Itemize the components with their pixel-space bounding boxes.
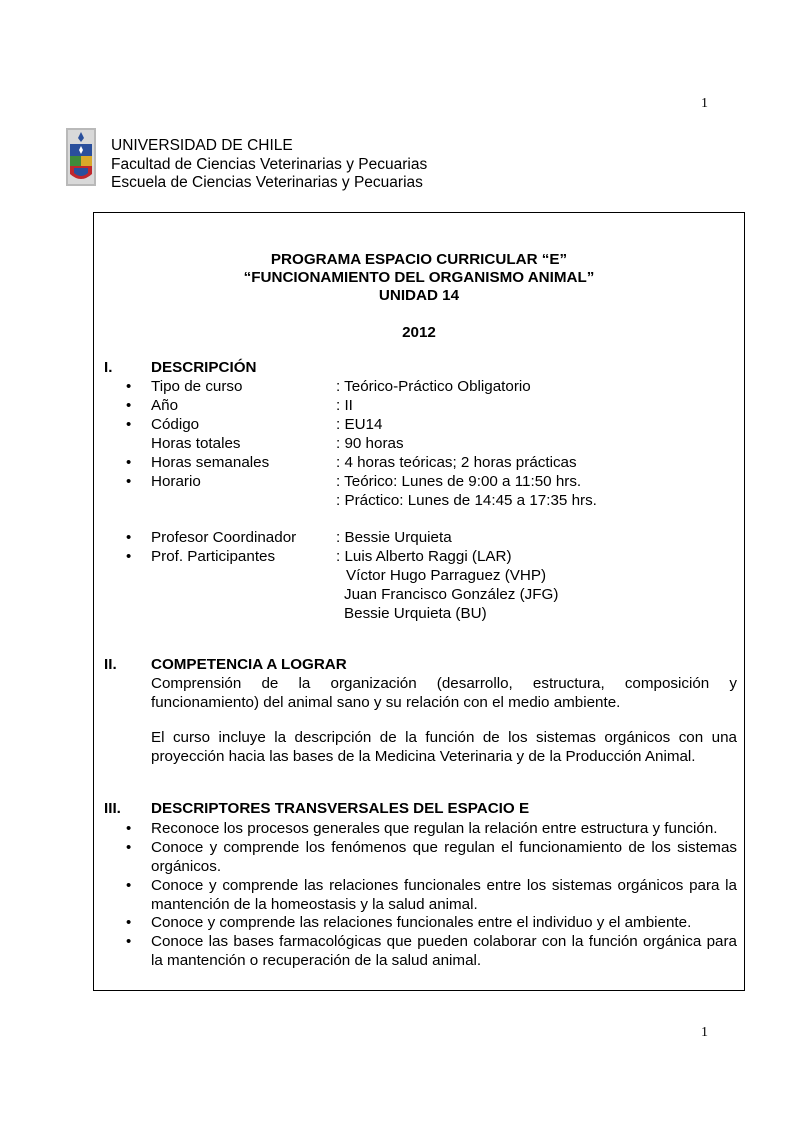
section-3-heading: DESCRIPTORES TRANSVERSALES DEL ESPACIO E bbox=[151, 800, 530, 817]
course-scope-paragraph: El curso incluye la descripción de la función de los sistemas orgánicos con una proyección hacia las bases de la Medicina Veterinaria y de la Producción Animal. bbox=[151, 729, 737, 765]
university-name: UNIVERSIDAD DE CHILE bbox=[111, 137, 293, 154]
info-label: Tipo de curso bbox=[151, 378, 243, 395]
bullet: • bbox=[126, 877, 132, 894]
bullet: • bbox=[126, 529, 132, 546]
info-label: Profesor Coordinador bbox=[151, 529, 297, 546]
page-number-bottom: 1 bbox=[701, 1025, 708, 1040]
descriptor-text: Conoce y comprende las relaciones funcionales entre los sistemas orgánicos para la mantención de la homeostasis y la salud animal. bbox=[151, 877, 737, 913]
bullet: • bbox=[126, 820, 132, 837]
info-label: Código bbox=[151, 416, 200, 433]
participant: Juan Francisco González (JFG) bbox=[344, 586, 559, 603]
info-value: : Teórico-Práctico Obligatorio bbox=[336, 378, 531, 395]
bullet: • bbox=[126, 914, 132, 931]
title-line-3: UNIDAD 14 bbox=[378, 287, 460, 304]
info-label: Horas totales bbox=[151, 435, 241, 452]
competence-paragraph: Comprensión de la organización (desarrollo, estructura, composición y funcionamiento) del animal sano y su relación con el medio ambiente. bbox=[151, 675, 737, 711]
school-name: Escuela de Ciencias Veterinarias y Pecuarias bbox=[111, 174, 423, 191]
section-3-number: III. bbox=[104, 800, 121, 817]
descriptor-text: Reconoce los procesos generales que regulan la relación entre estructura y función. bbox=[151, 820, 718, 837]
descriptor-text: Conoce y comprende las relaciones funcionales entre el individuo y el ambiente. bbox=[151, 914, 692, 931]
info-value: : II bbox=[336, 397, 353, 414]
info-label: Horario bbox=[151, 473, 201, 490]
section-2-heading: COMPETENCIA A LOGRAR bbox=[151, 656, 347, 673]
descriptor-text: Conoce y comprende los fenómenos que regulan el funcionamiento de los sistemas orgánicos. bbox=[151, 839, 737, 875]
bullet: • bbox=[126, 454, 132, 471]
bullet: • bbox=[126, 933, 132, 950]
bullet: • bbox=[126, 416, 132, 433]
title-line-1: PROGRAMA ESPACIO CURRICULAR “E” bbox=[270, 251, 568, 268]
title-line-2: “FUNCIONAMIENTO DEL ORGANISMO ANIMAL” bbox=[243, 269, 595, 286]
info-label: Prof. Participantes bbox=[151, 548, 276, 565]
info-value: : Teórico: Lunes de 9:00 a 11:50 hrs. bbox=[336, 473, 582, 490]
info-value: : Práctico: Lunes de 14:45 a 17:35 hrs. bbox=[336, 492, 597, 509]
bullet: • bbox=[126, 397, 132, 414]
info-label: Año bbox=[151, 397, 179, 414]
document-header bbox=[111, 137, 427, 193]
section-1-number: I. bbox=[104, 359, 113, 376]
info-value: : 4 horas teóricas; 2 horas prácticas bbox=[336, 454, 577, 471]
program-year: 2012 bbox=[402, 324, 436, 341]
faculty-name: Facultad de Ciencias Veterinarias y Pecuarias bbox=[111, 155, 428, 173]
bullet: • bbox=[126, 548, 132, 565]
section-2-number: II. bbox=[104, 656, 117, 673]
section-1-heading: DESCRIPCIÓN bbox=[151, 359, 257, 376]
info-label: Horas semanales bbox=[151, 454, 270, 471]
bullet: • bbox=[126, 378, 132, 395]
participant: : Luis Alberto Raggi (LAR) bbox=[336, 548, 512, 565]
bullet: • bbox=[126, 839, 132, 856]
info-value: : Bessie Urquieta bbox=[336, 529, 452, 546]
participant: Bessie Urquieta (BU) bbox=[344, 605, 487, 622]
program-title bbox=[93, 251, 745, 305]
participant: Víctor Hugo Parraguez (VHP) bbox=[346, 567, 547, 584]
page-number-top: 1 bbox=[701, 96, 708, 111]
info-value: : EU14 bbox=[336, 416, 383, 433]
bullet: • bbox=[126, 473, 132, 490]
university-crest-logo bbox=[66, 128, 96, 186]
descriptor-text: Conoce las bases farmacológicas que pueden colaborar con la función orgánica para la mantención o recuperación de la salud animal. bbox=[151, 933, 737, 969]
info-value: : 90 horas bbox=[336, 435, 404, 452]
